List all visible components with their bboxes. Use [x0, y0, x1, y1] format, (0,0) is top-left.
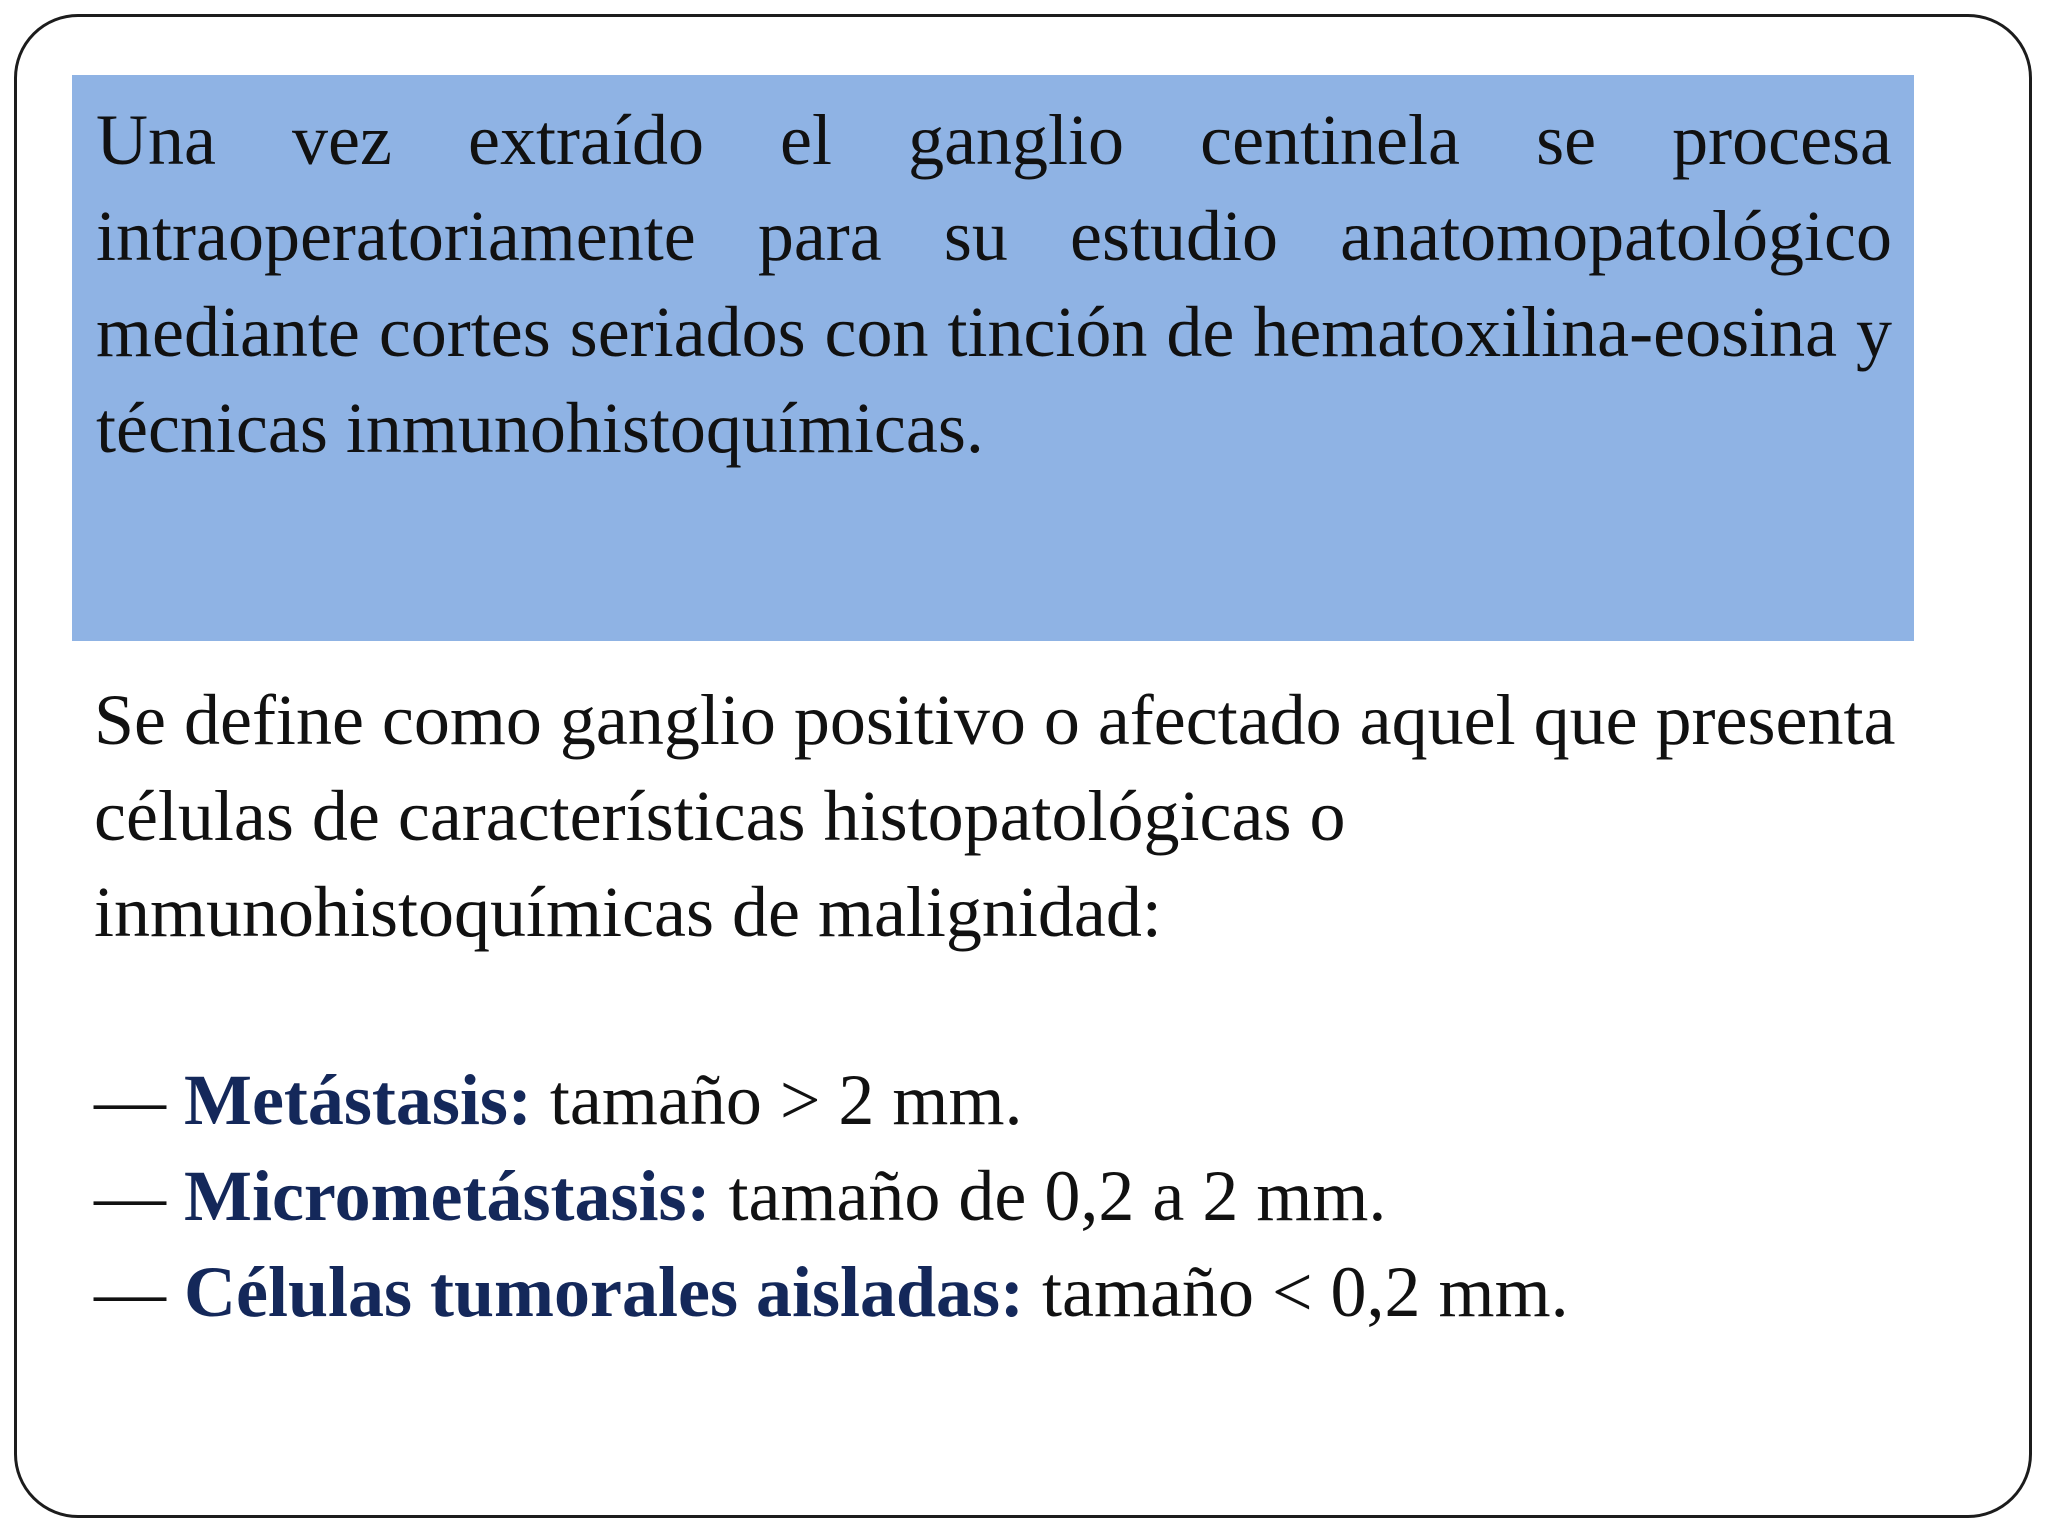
highlight-paragraph: Una vez extraído el ganglio centinela se procesa intraoperatoriamente para su estudio anatomopatológico mediante cortes seriados con tinción de hematoxilina-eosina y técnicas inmunohistoquímicas. [96, 100, 1892, 468]
criteria-detail: tamaño > 2 mm. [549, 1060, 1023, 1140]
definition-paragraph: Se define como ganglio positivo o afectado aquel que presenta células de características histopatológicas o inmunohistoquímicas de malignidad: [94, 680, 1896, 952]
criteria-item-metastasis [94, 1052, 1914, 1148]
criteria-item-micrometastasis [94, 1148, 1914, 1244]
criteria-detail: tamaño < 0,2 mm. [1042, 1252, 1569, 1332]
criteria-dash: — [94, 1156, 166, 1236]
criteria-term: Células tumorales aisladas: [184, 1252, 1025, 1332]
criteria-item-isolated-cells [94, 1244, 1914, 1340]
criteria-dash: — [94, 1252, 166, 1332]
criteria-dash: — [94, 1060, 166, 1140]
criteria-term: Metástasis: [184, 1060, 532, 1140]
criteria-list [94, 1052, 1914, 1340]
criteria-detail: tamaño de 0,2 a 2 mm. [728, 1156, 1387, 1236]
criteria-term: Micrometástasis: [184, 1156, 711, 1236]
